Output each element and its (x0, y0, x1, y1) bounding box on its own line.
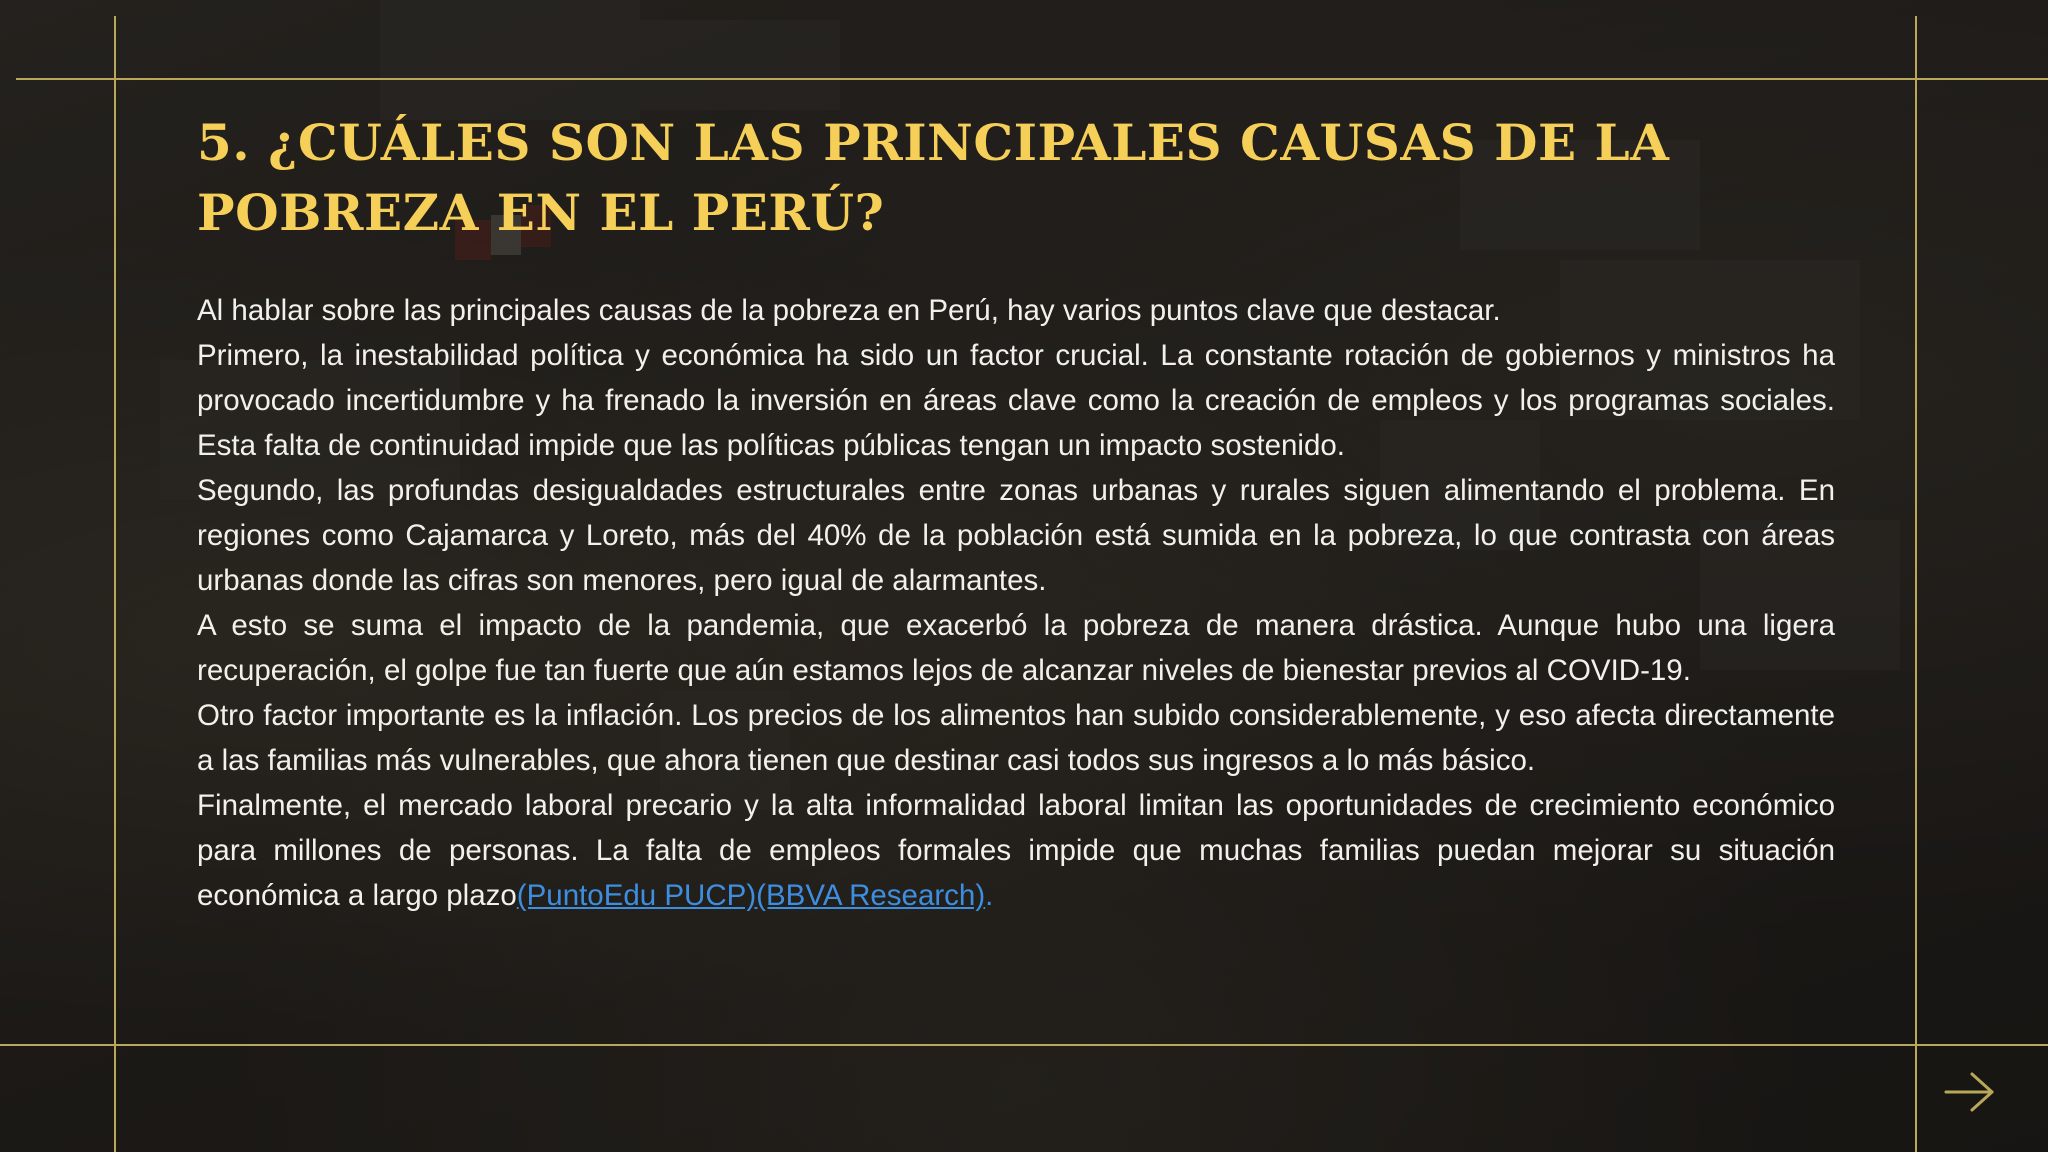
paragraph-intro: Al hablar sobre las principales causas de la pobreza en Perú, hay varios puntos clave que destacar. (197, 294, 1501, 327)
slide-title: 5. ¿CUÁLES SON LAS PRINCIPALES CAUSAS DE LA POBREZA EN EL PERÚ? (197, 113, 1670, 242)
link-bbva-research[interactable]: (BBVA Research) (756, 879, 986, 912)
arrow-right-icon (1942, 1068, 1998, 1116)
link-puntoedu-pucp[interactable]: (PuntoEdu PUCP) (516, 879, 757, 912)
frame-line-bottom (0, 1044, 2048, 1046)
paragraph-inflation: Otro factor importante es la inflación. Los precios de los alimentos han subido considerablemente, y eso afecta directamente a las familias más vulnerables, que ahora tienen que destinar casi todos sus ingresos a lo más básico. (197, 699, 1835, 777)
slide-body (197, 288, 1835, 918)
paragraph-political-instability: Primero, la inestabilidad política y económica ha sido un factor crucial. La constante rotación de gobiernos y ministros ha provocado incertidumbre y ha frenado la inversión en áreas clave como la creación de empleos y los programas sociales. Esta falta de continuidad impide que las políticas públicas tengan un impacto sostenido. (197, 339, 1835, 462)
frame-line-top (16, 78, 2048, 80)
paragraph-inequality: Segundo, las profundas desigualdades estructurales entre zonas urbanas y rurales siguen alimentando el problema. En regiones como Cajamarca y Loreto, más del 40% de la población está sumida en la pobreza, lo que contrasta con áreas urbanas donde las cifras son menores, pero igual de alarmantes. (197, 474, 1835, 597)
frame-line-right (1915, 16, 1917, 1152)
next-slide-button[interactable] (1942, 1068, 1998, 1116)
paragraph-labor-text: Finalmente, el mercado laboral precario y la alta informalidad laboral limitan las oportunidades de crecimiento económico para millones de personas. La falta de empleos formales impide que muchas familias puedan mejorar su situación económica a largo plazo (197, 789, 1835, 912)
final-period: . (985, 879, 994, 912)
frame-line-left (114, 16, 116, 1152)
paragraph-labor-market (197, 783, 1835, 918)
paragraph-pandemic: A esto se suma el impacto de la pandemia, que exacerbó la pobreza de manera drástica. Aunque hubo una ligera recuperación, el golpe fue tan fuerte que aún estamos lejos de alcanzar niveles de bienestar previos al COVID-19. (197, 609, 1835, 687)
